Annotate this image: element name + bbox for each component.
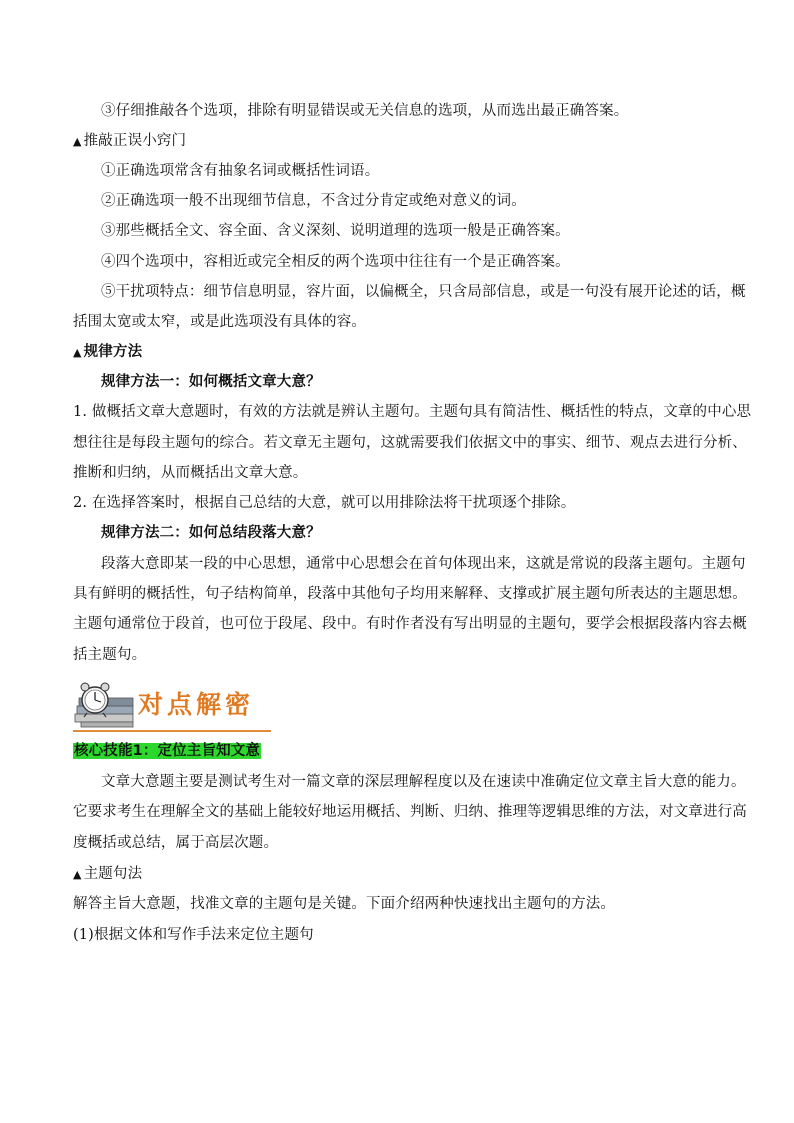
- method-2-line-4: 括主题句。: [73, 647, 147, 663]
- triangle-bullet-icon: ▲: [73, 868, 82, 881]
- method-2-line-3: 主题句通常位于段首，也可位于段尾、段中。有时作者没有写出明显的主题句，要学会根据段落内容去概: [73, 616, 747, 632]
- triangle-bullet-icon: ▲: [73, 135, 82, 148]
- tip-1: ①正确选项常含有抽象名词或概括性词语。: [101, 163, 380, 179]
- heading-tips-label: 推敲正误小窍门: [83, 133, 187, 149]
- banner-divider: [73, 730, 271, 732]
- triangle-bullet-icon: ▲: [73, 346, 82, 359]
- tip-5-line-2: 括围太宽或太窄，或是此选项没有具体的容。: [73, 314, 366, 330]
- method-2-heading: 规律方法二：如何总结段落大意？: [101, 525, 321, 541]
- heading-methods: [73, 342, 142, 363]
- skill-heading: [73, 741, 261, 761]
- method-2-line-1: 段落大意即某一段的中心思想，通常中心思想会在首句体现出来，这就是常说的段落主题句。主题句: [101, 556, 746, 572]
- method-2-line-2: 具有鲜明的概括性，句子结构简单，段落中其他句子均用来解释、支撑或扩展主题句所表达的主题思想。: [73, 586, 747, 602]
- option-tip-3: ③仔细推敲各个选项，排除有明显错误或无关信息的选项，从而选出最正确答案。: [101, 103, 629, 119]
- topic-sentence-intro: 解答主旨大意题，找准文章的主题句是关键。下面介绍两种快速找出主题句的方法。: [73, 896, 616, 912]
- heading-tips: [73, 131, 186, 152]
- skill-p-line-1: 文章大意题主要是测试考生对一篇文章的深层理解程度以及在速读中准确定位文章主旨大意的能力。: [101, 774, 746, 790]
- topic-sentence-heading-label: 主题句法: [83, 866, 143, 882]
- method-1-p2: 2. 在选择答案时，根据自己总结的大意，就可以用排除法将干扰项逐个排除。: [73, 495, 576, 511]
- tip-2: ②正确选项一般不出现细节信息，不含过分肯定或绝对意义的词。: [101, 193, 526, 209]
- skill-p-line-2: 它要求考生在理解全文的基础上能较好地运用概括、判断、归纳、推理等逻辑思维的方法，对文章进行高: [73, 804, 747, 820]
- skill-p-line-3: 度概括或总结，属于高层次题。: [73, 835, 279, 851]
- heading-methods-label: 规律方法: [83, 344, 143, 360]
- method-1-p1-line-1: 1. 做概括文章大意题时，有效的方法就是辨认主题句。主题句具有简洁性、概括性的特点，文章的中心思: [73, 404, 752, 420]
- topic-sentence-heading: [73, 864, 142, 885]
- tip-3: ③那些概括全文、容全面、含义深刻、说明道理的选项一般是正确答案。: [101, 223, 570, 239]
- tip-4: ④四个选项中，容相近或完全相反的两个选项中往往有一个是正确答案。: [101, 254, 570, 270]
- method-1-heading: 规律方法一：如何概括文章大意？: [101, 374, 321, 390]
- skill-heading-highlight: 核心技能1：定位主旨知文意: [74, 743, 261, 759]
- method-1-p1-line-3: 推断和归纳，从而概括出文章大意。: [73, 465, 308, 481]
- tip-5-line-1: ⑤干扰项特点：细节信息明显，容片面，以偏概全，只含局部信息，或是一句没有展开论述的话，概: [101, 284, 746, 300]
- topic-sentence-method-1: (1)根据文体和写作手法来定位主题句: [73, 927, 314, 943]
- method-1-p1-line-2: 想往往是每段主题句的综合。若文章无主题句，这就需要我们依据文中的事实、细节、观点去进行分析、: [73, 435, 747, 451]
- banner-title: 对点解密: [138, 690, 255, 719]
